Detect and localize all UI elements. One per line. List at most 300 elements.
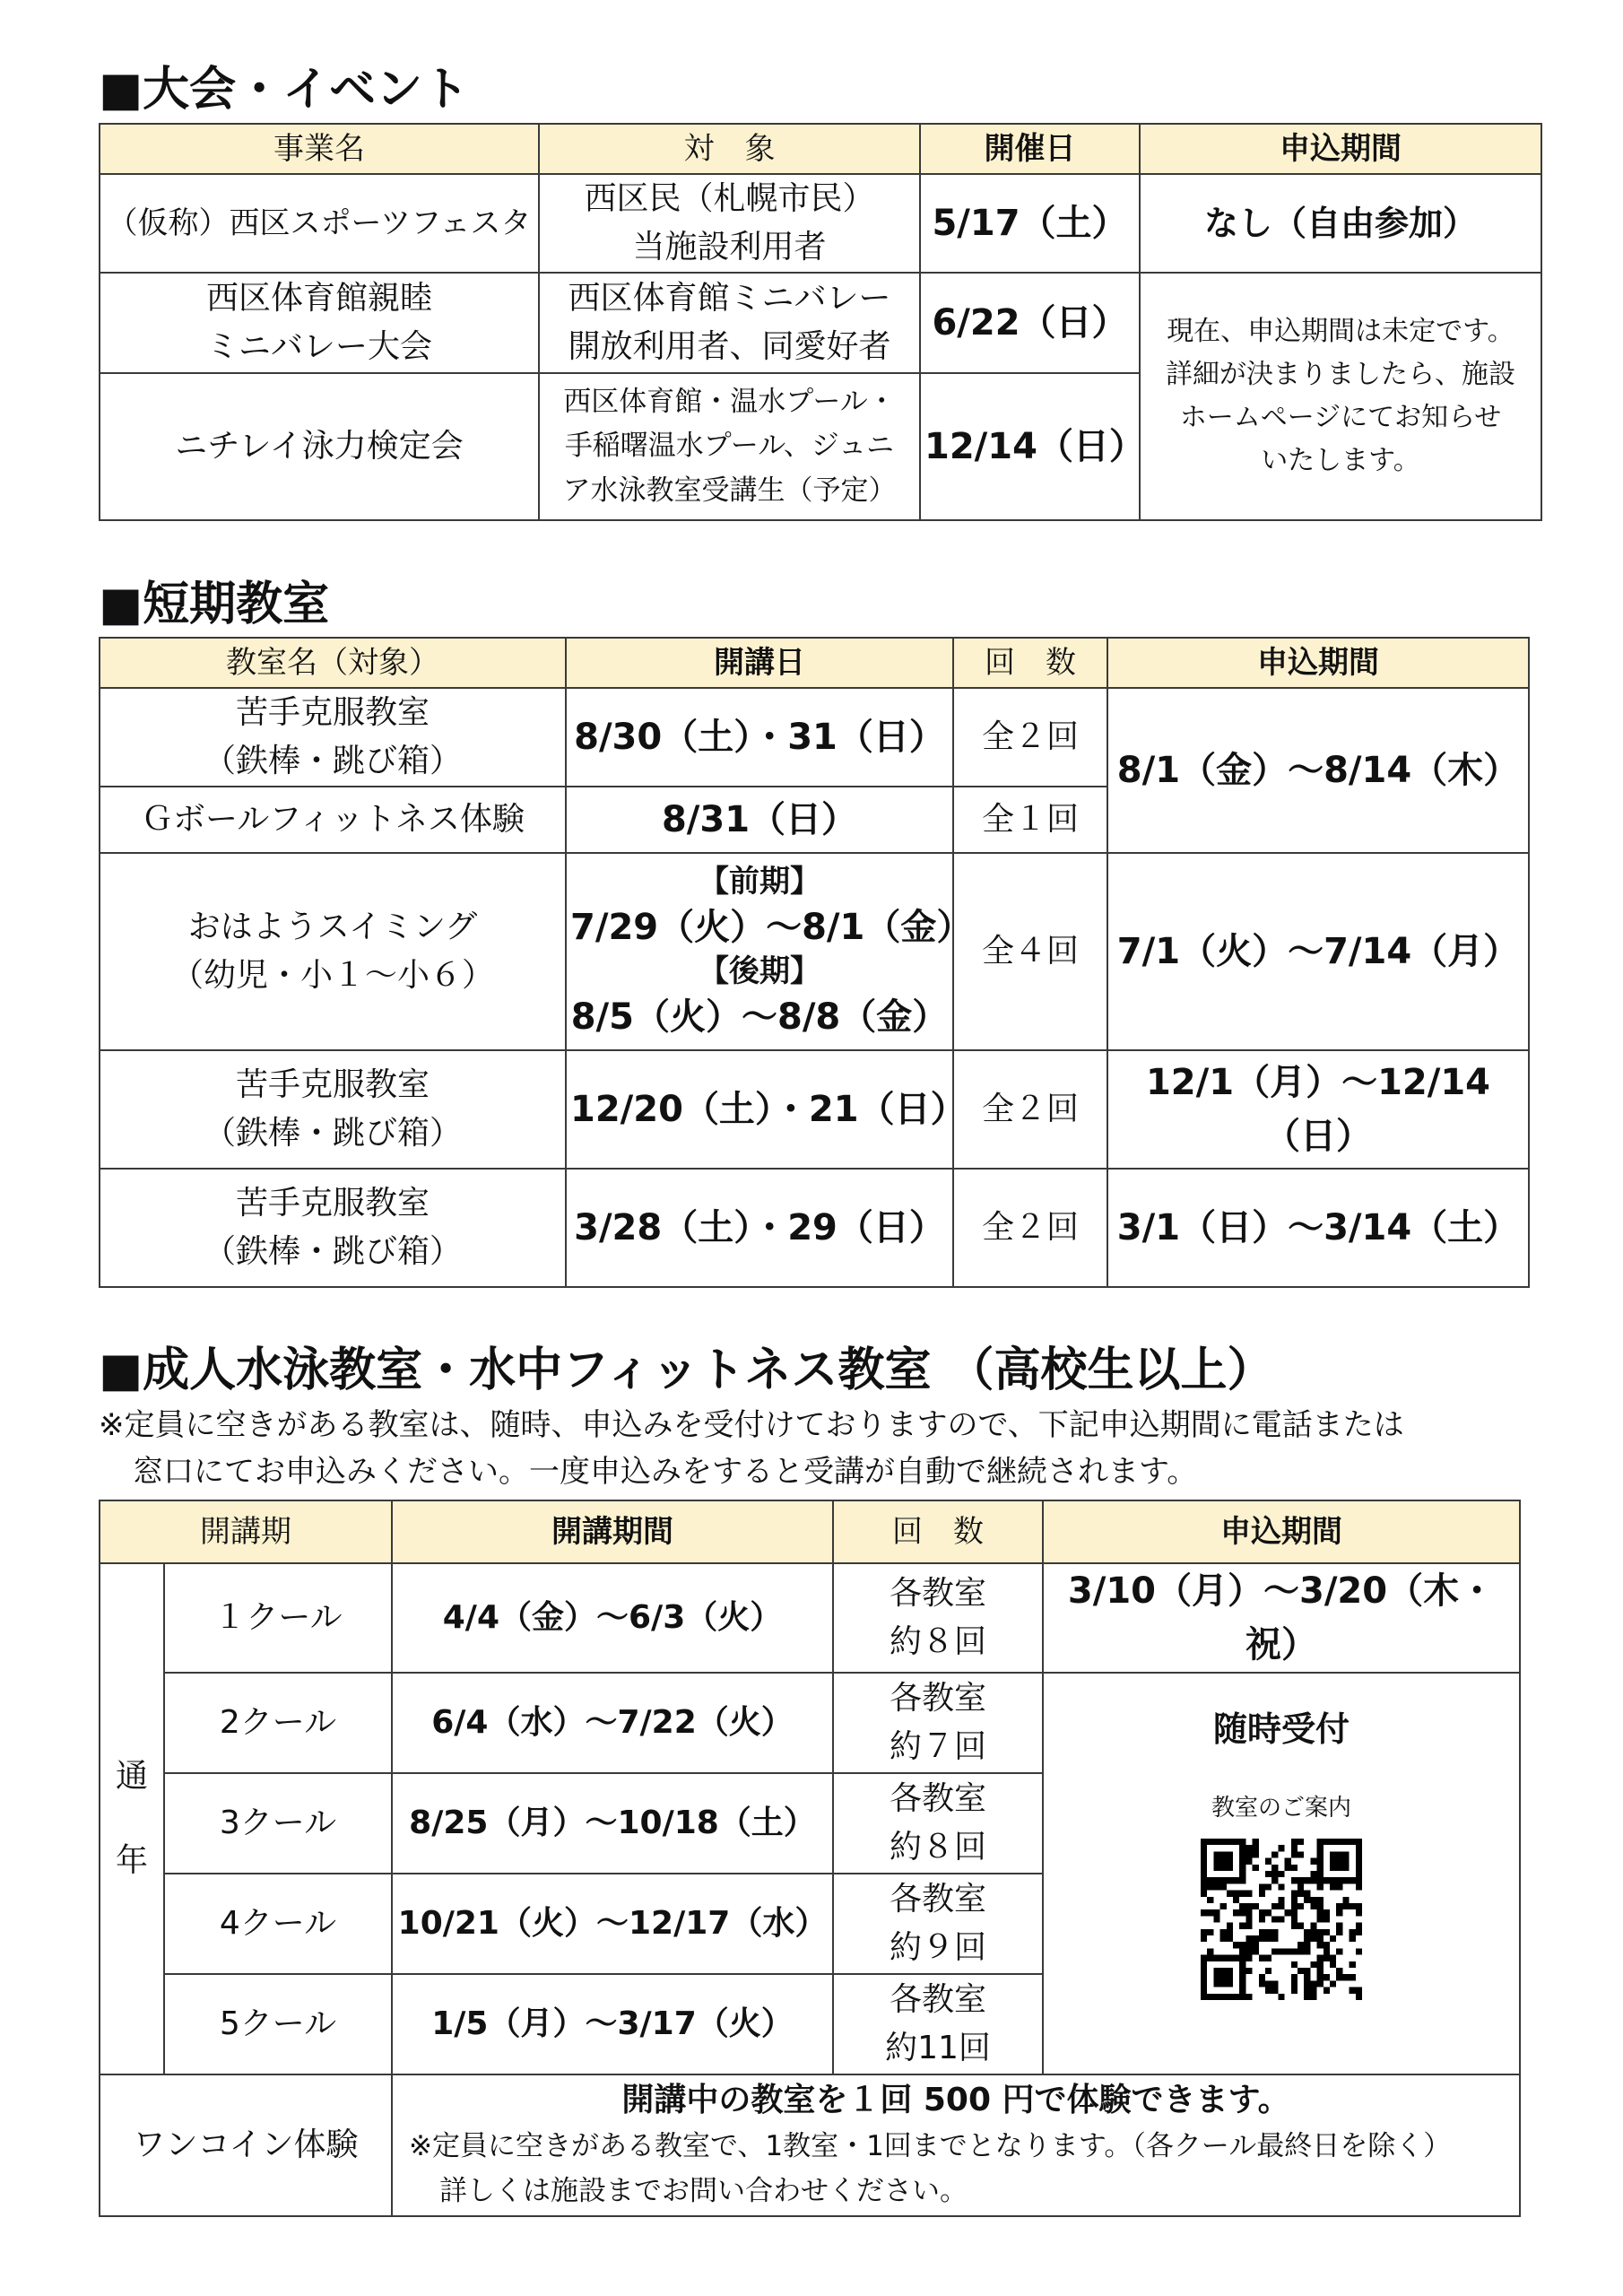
qr-module bbox=[1253, 1935, 1259, 1942]
qr-module bbox=[1310, 1994, 1316, 2000]
qr-module bbox=[1285, 1948, 1291, 1954]
qr-module bbox=[1342, 1877, 1349, 1883]
course-count: 全２回 bbox=[953, 1050, 1107, 1169]
events-table bbox=[99, 123, 1542, 521]
qr-module bbox=[1239, 1987, 1245, 1994]
qr-module bbox=[1265, 1871, 1271, 1877]
qr-module bbox=[1324, 1909, 1330, 1916]
qr-module bbox=[1330, 1980, 1336, 1987]
qr-code-icon[interactable] bbox=[1201, 1839, 1362, 2000]
qr-module bbox=[1336, 1923, 1342, 1929]
term-count: 各教室 約８回 bbox=[833, 1563, 1043, 1673]
qr-module bbox=[1245, 1948, 1252, 1954]
qr-module bbox=[1356, 1845, 1362, 1851]
course-date: 【前期】 7/29（火）〜8/1（金） 【後期】 8/5（火）〜8/8（金） bbox=[566, 853, 953, 1050]
table-row bbox=[100, 688, 1529, 787]
qr-module bbox=[1245, 1909, 1252, 1916]
qr-module bbox=[1356, 1883, 1362, 1890]
qr-module bbox=[1207, 1897, 1213, 1903]
qr-module bbox=[1239, 1903, 1245, 1909]
qr-module bbox=[1265, 1968, 1271, 1974]
qr-module bbox=[1213, 1955, 1219, 1961]
table-row bbox=[100, 853, 1529, 1050]
qr-module bbox=[1213, 1974, 1219, 1980]
qr-module bbox=[1324, 1948, 1330, 1954]
qr-module bbox=[1239, 1858, 1245, 1865]
qr-module bbox=[1356, 1948, 1362, 1954]
qr-module bbox=[1317, 1845, 1324, 1851]
qr-module bbox=[1265, 1858, 1271, 1865]
qr-module bbox=[1350, 1839, 1356, 1845]
qr-module bbox=[1324, 1916, 1330, 1922]
qr-module bbox=[1317, 1877, 1324, 1883]
qr-module bbox=[1227, 1968, 1233, 1974]
qr-module bbox=[1213, 1883, 1219, 1890]
qr-module bbox=[1239, 1851, 1245, 1857]
table-row bbox=[100, 174, 1541, 273]
term-count: 各教室 約８回 bbox=[833, 1773, 1043, 1874]
qr-module bbox=[1317, 1851, 1324, 1857]
qr-module bbox=[1259, 1980, 1265, 1987]
qr-module bbox=[1356, 1865, 1362, 1871]
qr-module bbox=[1291, 1839, 1298, 1845]
qr-module bbox=[1245, 1845, 1252, 1851]
one-coin-row bbox=[100, 2074, 1520, 2216]
qr-module bbox=[1201, 1883, 1207, 1890]
qr-module bbox=[1227, 1929, 1233, 1935]
qr-module bbox=[1245, 1942, 1252, 1948]
qr-module bbox=[1356, 1839, 1362, 1845]
qr-module bbox=[1253, 1851, 1259, 1857]
course-apply: 3/1（日）〜3/14（土） bbox=[1107, 1169, 1529, 1287]
qr-module bbox=[1291, 1877, 1298, 1883]
qr-module bbox=[1298, 1891, 1304, 1897]
header-date: 開催日 bbox=[920, 124, 1140, 174]
qr-module bbox=[1324, 1877, 1330, 1883]
table-row bbox=[100, 1050, 1529, 1169]
qr-module bbox=[1227, 1865, 1233, 1871]
qr-module bbox=[1336, 1968, 1342, 1974]
qr-module bbox=[1350, 1903, 1356, 1909]
qr-module bbox=[1310, 1923, 1316, 1929]
anytime-label: 随時受付 bbox=[1212, 1709, 1350, 1749]
qr-module bbox=[1336, 1839, 1342, 1845]
qr-module bbox=[1259, 1929, 1265, 1935]
qr-module bbox=[1201, 1974, 1207, 1980]
qr-module bbox=[1330, 1839, 1336, 1845]
qr-module bbox=[1310, 1980, 1316, 1987]
qr-module bbox=[1324, 1929, 1330, 1935]
term-period: 8/25（月）〜10/18（土） bbox=[392, 1773, 833, 1874]
qr-module bbox=[1245, 1891, 1252, 1897]
header-target: 対 象 bbox=[539, 124, 920, 174]
qr-module bbox=[1239, 1955, 1245, 1961]
qr-module bbox=[1298, 1968, 1304, 1974]
qr-module bbox=[1356, 1851, 1362, 1857]
qr-module bbox=[1291, 1948, 1298, 1954]
short-header-row bbox=[100, 638, 1529, 688]
qr-module bbox=[1310, 1877, 1316, 1883]
qr-module bbox=[1291, 1961, 1298, 1968]
qr-module bbox=[1317, 1865, 1324, 1871]
qr-module bbox=[1220, 1865, 1227, 1871]
qr-module bbox=[1233, 1897, 1239, 1903]
qr-module bbox=[1298, 1851, 1304, 1857]
qr-module bbox=[1278, 1897, 1284, 1903]
qr-module bbox=[1317, 1858, 1324, 1865]
qr-module bbox=[1317, 1909, 1324, 1916]
qr-module bbox=[1317, 1942, 1324, 1948]
header-event-name: 事業名 bbox=[100, 124, 539, 174]
qr-module bbox=[1298, 1948, 1304, 1954]
qr-module bbox=[1201, 1871, 1207, 1877]
qr-module bbox=[1342, 1839, 1349, 1845]
event-date: 6/22（日） bbox=[920, 273, 1140, 373]
qr-module bbox=[1330, 1858, 1336, 1865]
qr-module bbox=[1227, 1851, 1233, 1857]
course-date: 8/31（日） bbox=[566, 787, 953, 853]
qr-module bbox=[1220, 1858, 1227, 1865]
qr-module bbox=[1220, 1974, 1227, 1980]
qr-module bbox=[1317, 1897, 1324, 1903]
qr-module bbox=[1220, 1994, 1227, 2000]
qr-module bbox=[1201, 1935, 1207, 1942]
anytime-apply-cell bbox=[1043, 1673, 1520, 2074]
qr-module bbox=[1336, 1929, 1342, 1935]
qr-module bbox=[1253, 1839, 1259, 1845]
table-row bbox=[100, 1673, 1520, 1773]
adult-header-row bbox=[100, 1500, 1520, 1563]
qr-module bbox=[1317, 1968, 1324, 1974]
qr-module bbox=[1350, 1961, 1356, 1968]
event-target: 西区体育館ミニバレー 開放利用者、同愛好者 bbox=[539, 273, 920, 373]
qr-module bbox=[1356, 1987, 1362, 1994]
qr-module bbox=[1239, 1974, 1245, 1980]
qr-module bbox=[1259, 1891, 1265, 1897]
event-name: （仮称）西区スポーツフェスタ bbox=[100, 174, 539, 273]
course-name: 苦手克服教室 （鉄棒・跳び箱） bbox=[100, 1169, 566, 1287]
qr-module bbox=[1227, 1839, 1233, 1845]
qr-module bbox=[1291, 1980, 1298, 1987]
qr-module bbox=[1271, 1916, 1278, 1922]
qr-module bbox=[1336, 1851, 1342, 1857]
qr-module bbox=[1265, 1980, 1271, 1987]
qr-module bbox=[1278, 1871, 1284, 1877]
qr-module bbox=[1317, 1929, 1324, 1935]
qr-module bbox=[1201, 1955, 1207, 1961]
qr-module bbox=[1324, 1955, 1330, 1961]
header-course-name: 教室名（対象） bbox=[100, 638, 566, 688]
one-coin-contact: 詳しくは施設までお問い合わせください。 bbox=[439, 2175, 968, 2207]
header-count: 回 数 bbox=[953, 638, 1107, 688]
qr-module bbox=[1291, 1903, 1298, 1909]
qr-module bbox=[1245, 1858, 1252, 1865]
qr-module bbox=[1271, 1865, 1278, 1871]
qr-module bbox=[1201, 1877, 1207, 1883]
qr-module bbox=[1291, 1865, 1298, 1871]
qr-module bbox=[1265, 1929, 1271, 1935]
qr-module bbox=[1330, 1961, 1336, 1968]
header-count: 回 数 bbox=[833, 1500, 1043, 1563]
term-period: 4/4（金）〜6/3（火） bbox=[392, 1563, 833, 1673]
qr-module bbox=[1245, 1968, 1252, 1974]
qr-module bbox=[1336, 1948, 1342, 1954]
qr-module bbox=[1310, 1858, 1316, 1865]
qr-module bbox=[1278, 1916, 1284, 1922]
qr-module bbox=[1291, 1845, 1298, 1851]
qr-module bbox=[1227, 1974, 1233, 1980]
qr-module bbox=[1330, 1955, 1336, 1961]
qr-module bbox=[1259, 1955, 1265, 1961]
qr-module bbox=[1285, 1858, 1291, 1865]
course-count: 全２回 bbox=[953, 1169, 1107, 1287]
one-coin-details bbox=[392, 2074, 1520, 2216]
term-apply: 3/10（月）〜3/20（木・祝） bbox=[1043, 1563, 1520, 1673]
qr-module bbox=[1317, 1974, 1324, 1980]
qr-module bbox=[1278, 1883, 1284, 1890]
qr-module bbox=[1330, 1883, 1336, 1890]
qr-module bbox=[1233, 1877, 1239, 1883]
qr-module bbox=[1291, 1916, 1298, 1922]
qr-module bbox=[1336, 1903, 1342, 1909]
qr-module bbox=[1304, 1994, 1310, 2000]
qr-label: 教室のご案内 bbox=[1211, 1795, 1351, 1822]
qr-module bbox=[1201, 1968, 1207, 1974]
qr-module bbox=[1304, 1891, 1310, 1897]
header-term: 開講期 bbox=[100, 1500, 392, 1563]
qr-module bbox=[1356, 1929, 1362, 1935]
adult-note-line1: ※定員に空きがある教室は、随時、申込みを受付けておりますので、下記申込期間に電話または bbox=[99, 1407, 1404, 1443]
qr-module bbox=[1213, 1851, 1219, 1857]
term-name: １クール bbox=[164, 1563, 392, 1673]
qr-module bbox=[1342, 1858, 1349, 1865]
qr-module bbox=[1265, 1935, 1271, 1942]
qr-module bbox=[1220, 1903, 1227, 1909]
qr-module bbox=[1310, 1987, 1316, 1994]
qr-module bbox=[1253, 1845, 1259, 1851]
qr-module bbox=[1220, 1839, 1227, 1845]
qr-module bbox=[1213, 1994, 1219, 2000]
event-apply: なし（自由参加） bbox=[1140, 174, 1541, 273]
qr-module bbox=[1239, 1871, 1245, 1877]
qr-module bbox=[1227, 1955, 1233, 1961]
qr-module bbox=[1253, 1865, 1259, 1871]
qr-module bbox=[1227, 1923, 1233, 1929]
course-date: 3/28（土）・29（日） bbox=[566, 1169, 953, 1287]
qr-module bbox=[1291, 1974, 1298, 1980]
qr-module bbox=[1253, 1948, 1259, 1954]
one-coin-label: ワンコイン体験 bbox=[100, 2074, 392, 2216]
qr-module bbox=[1310, 1929, 1316, 1935]
course-name: Ｇボールフィットネス体験 bbox=[100, 787, 566, 853]
qr-module bbox=[1233, 1909, 1239, 1916]
qr-module bbox=[1201, 1987, 1207, 1994]
course-apply: 7/1（火）〜7/14（月） bbox=[1107, 853, 1529, 1050]
qr-module bbox=[1310, 1897, 1316, 1903]
qr-module bbox=[1245, 1955, 1252, 1961]
qr-module bbox=[1317, 1961, 1324, 1968]
qr-module bbox=[1310, 1871, 1316, 1877]
header-course-date: 開講日 bbox=[566, 638, 953, 688]
term-period: 1/5（月）〜3/17（火） bbox=[392, 1974, 833, 2074]
qr-module bbox=[1324, 1987, 1330, 1994]
qr-module bbox=[1220, 1851, 1227, 1857]
qr-module bbox=[1227, 1935, 1233, 1942]
qr-module bbox=[1207, 1909, 1213, 1916]
qr-module bbox=[1350, 1935, 1356, 1942]
qr-module bbox=[1259, 1909, 1265, 1916]
qr-module bbox=[1317, 1980, 1324, 1987]
qr-module bbox=[1298, 1883, 1304, 1890]
table-row bbox=[100, 1169, 1529, 1287]
year-round-label: 通 年 bbox=[100, 1563, 164, 2074]
events-header-row bbox=[100, 124, 1541, 174]
qr-module bbox=[1304, 1942, 1310, 1948]
qr-module bbox=[1342, 1851, 1349, 1857]
event-target: 西区体育館・温水プール・ 手稲曙温水プール、ジュニ ア水泳教室受講生（予定） bbox=[539, 373, 920, 520]
event-date: 5/17（土） bbox=[920, 174, 1140, 273]
qr-module bbox=[1304, 1897, 1310, 1903]
qr-module bbox=[1304, 1877, 1310, 1883]
qr-module bbox=[1201, 1994, 1207, 2000]
qr-module bbox=[1207, 1994, 1213, 2000]
qr-module bbox=[1271, 1871, 1278, 1877]
course-apply: 8/1（金）〜8/14（木） bbox=[1107, 688, 1529, 853]
qr-module bbox=[1213, 1839, 1219, 1845]
qr-module bbox=[1220, 1935, 1227, 1942]
qr-module bbox=[1324, 1839, 1330, 1845]
course-count: 全１回 bbox=[953, 787, 1107, 853]
qr-module bbox=[1336, 1877, 1342, 1883]
qr-module bbox=[1317, 1839, 1324, 1845]
qr-module bbox=[1324, 1974, 1330, 1980]
qr-module bbox=[1207, 1929, 1213, 1935]
term-name: 5クール bbox=[164, 1974, 392, 2074]
qr-module bbox=[1239, 1909, 1245, 1916]
qr-module bbox=[1239, 1877, 1245, 1883]
qr-module bbox=[1304, 1948, 1310, 1954]
qr-module bbox=[1271, 1851, 1278, 1857]
qr-module bbox=[1350, 1877, 1356, 1883]
qr-module bbox=[1304, 1929, 1310, 1935]
qr-module bbox=[1317, 1935, 1324, 1942]
qr-module bbox=[1239, 1961, 1245, 1968]
short-section-title: ■短期教室 bbox=[99, 578, 330, 631]
qr-module bbox=[1201, 1845, 1207, 1851]
qr-module bbox=[1207, 1948, 1213, 1954]
qr-module bbox=[1342, 1974, 1349, 1980]
one-coin-note: ※定員に空きがある教室で、1教室・1回までとなります。（各クール最終日を除く） bbox=[409, 2130, 1452, 2163]
qr-module bbox=[1336, 1858, 1342, 1865]
qr-module bbox=[1271, 1877, 1278, 1883]
qr-module bbox=[1291, 1851, 1298, 1857]
table-row bbox=[100, 273, 1541, 373]
qr-module bbox=[1227, 1891, 1233, 1897]
qr-module bbox=[1330, 1935, 1336, 1942]
qr-module bbox=[1220, 1968, 1227, 1974]
course-count: 全４回 bbox=[953, 853, 1107, 1050]
qr-module bbox=[1213, 1865, 1219, 1871]
qr-module bbox=[1291, 1987, 1298, 1994]
qr-module bbox=[1239, 1839, 1245, 1845]
qr-module bbox=[1342, 1903, 1349, 1909]
qr-module bbox=[1201, 1909, 1207, 1916]
qr-module bbox=[1233, 1955, 1239, 1961]
qr-module bbox=[1245, 1916, 1252, 1922]
qr-module bbox=[1233, 1839, 1239, 1845]
qr-module bbox=[1233, 1942, 1239, 1948]
qr-module bbox=[1239, 1968, 1245, 1974]
qr-module bbox=[1207, 1877, 1213, 1883]
qr-module bbox=[1317, 1903, 1324, 1909]
qr-module bbox=[1271, 1935, 1278, 1942]
qr-module bbox=[1356, 1858, 1362, 1865]
header-apply-period: 申込期間 bbox=[1043, 1500, 1520, 1563]
term-count: 各教室 約11回 bbox=[833, 1974, 1043, 2074]
qr-module bbox=[1271, 1980, 1278, 1987]
term-count: 各教室 約９回 bbox=[833, 1874, 1043, 1974]
event-name: ニチレイ泳力検定会 bbox=[100, 373, 539, 520]
qr-module bbox=[1330, 1877, 1336, 1883]
qr-module bbox=[1278, 1948, 1284, 1954]
qr-module bbox=[1278, 1994, 1284, 2000]
qr-module bbox=[1253, 1903, 1259, 1909]
qr-module bbox=[1304, 1935, 1310, 1942]
qr-module bbox=[1207, 1883, 1213, 1890]
qr-module bbox=[1356, 1909, 1362, 1916]
qr-module bbox=[1330, 1865, 1336, 1871]
qr-module bbox=[1310, 1935, 1316, 1942]
qr-module bbox=[1213, 1980, 1219, 1987]
course-name: 苦手克服教室 （鉄棒・跳び箱） bbox=[100, 1050, 566, 1169]
qr-module bbox=[1227, 1994, 1233, 2000]
qr-module bbox=[1259, 1974, 1265, 1980]
qr-module bbox=[1213, 1877, 1219, 1883]
qr-module bbox=[1239, 1923, 1245, 1929]
qr-module bbox=[1271, 1987, 1278, 1994]
qr-module bbox=[1310, 1903, 1316, 1909]
header-apply-period: 申込期間 bbox=[1140, 124, 1541, 174]
qr-module bbox=[1227, 1877, 1233, 1883]
course-name: おはようスイミング （幼児・小１〜小６） bbox=[100, 853, 566, 1050]
qr-module bbox=[1271, 1948, 1278, 1954]
qr-module bbox=[1239, 1891, 1245, 1897]
qr-module bbox=[1285, 1909, 1291, 1916]
qr-module bbox=[1350, 1974, 1356, 1980]
qr-module bbox=[1342, 1897, 1349, 1903]
qr-module bbox=[1207, 1955, 1213, 1961]
course-apply: 12/1（月）〜12/14（日） bbox=[1107, 1050, 1529, 1169]
event-apply-undecided: 現在、申込期間は未定です。 詳細が決まりましたら、施設 ホームページにてお知らせ いたします。 bbox=[1140, 273, 1541, 520]
qr-module bbox=[1201, 1980, 1207, 1987]
event-date: 12/14（日） bbox=[920, 373, 1140, 520]
header-period: 開講期間 bbox=[392, 1500, 833, 1563]
term-name: 2クール bbox=[164, 1673, 392, 1773]
qr-module bbox=[1265, 1955, 1271, 1961]
qr-module bbox=[1239, 1865, 1245, 1871]
course-date: 8/30（土）・31（日） bbox=[566, 688, 953, 787]
qr-module bbox=[1245, 1994, 1252, 2000]
qr-module bbox=[1213, 1909, 1219, 1916]
course-date: 12/20（土）・21（日） bbox=[566, 1050, 953, 1169]
qr-module bbox=[1245, 1923, 1252, 1929]
qr-module bbox=[1356, 1871, 1362, 1877]
qr-module bbox=[1342, 1865, 1349, 1871]
qr-module bbox=[1291, 1897, 1298, 1903]
qr-module bbox=[1213, 1968, 1219, 1974]
qr-module bbox=[1291, 1891, 1298, 1897]
term-name: 4クール bbox=[164, 1874, 392, 1974]
